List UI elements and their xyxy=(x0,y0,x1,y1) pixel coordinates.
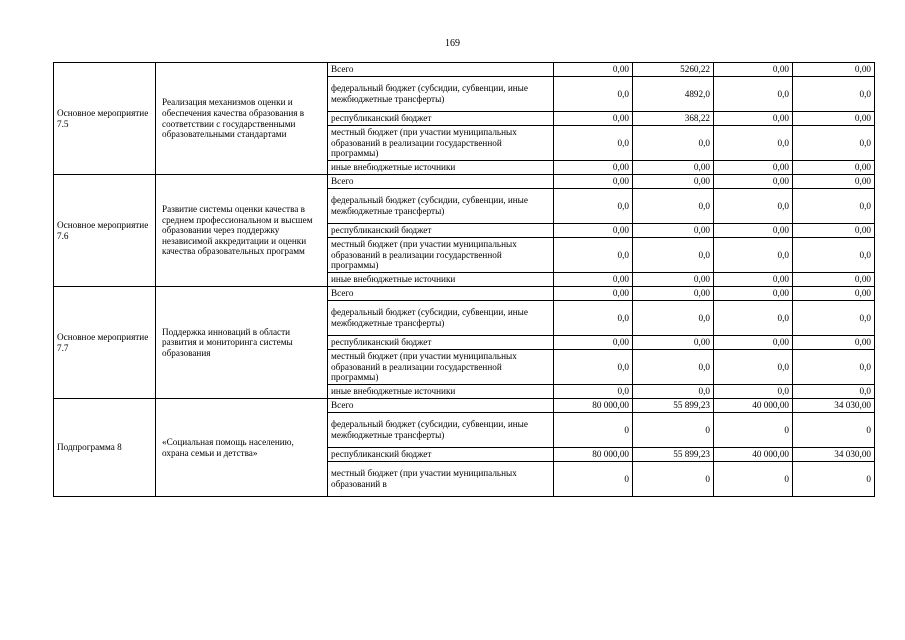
amount-cell: 0,00 xyxy=(793,336,875,350)
amount-cell: 0,00 xyxy=(714,287,793,301)
amount-cell: 0,00 xyxy=(633,175,714,189)
amount-cell: 0,00 xyxy=(793,112,875,126)
section-label: Основное мероприятие 7.5 xyxy=(54,63,156,175)
amount-cell: 0,0 xyxy=(633,126,714,161)
amount-cell: 0,0 xyxy=(793,238,875,273)
funding-source: федеральный бюджет (субсидии, субвенции, иные межбюджетные трансферты) xyxy=(328,77,554,112)
amount-cell: 0,00 xyxy=(554,224,633,238)
amount-cell: 0,00 xyxy=(793,273,875,287)
amount-cell: 0,0 xyxy=(633,189,714,224)
amount-cell: 0,0 xyxy=(633,385,714,399)
funding-source: республиканский бюджет xyxy=(328,336,554,350)
amount-cell: 0,00 xyxy=(714,273,793,287)
amount-cell: 0,0 xyxy=(554,301,633,336)
amount-cell: 368,22 xyxy=(633,112,714,126)
amount-cell: 0,00 xyxy=(793,161,875,175)
section-label: Основное мероприятие 7.6 xyxy=(54,175,156,287)
amount-cell: 40 000,00 xyxy=(714,399,793,413)
amount-cell: 0,00 xyxy=(633,287,714,301)
amount-cell: 0,0 xyxy=(793,350,875,385)
amount-cell: 0,00 xyxy=(714,336,793,350)
funding-source: федеральный бюджет (субсидии, субвенции, иные межбюджетные трансферты) xyxy=(328,413,554,448)
table-row xyxy=(54,287,875,301)
funding-source: федеральный бюджет (субсидии, субвенции, иные межбюджетные трансферты) xyxy=(328,189,554,224)
amount-cell: 40 000,00 xyxy=(714,448,793,462)
funding-source: республиканский бюджет xyxy=(328,112,554,126)
amount-cell: 0 xyxy=(714,413,793,448)
funding-source: республиканский бюджет xyxy=(328,224,554,238)
amount-cell: 0,00 xyxy=(793,287,875,301)
amount-cell: 0,00 xyxy=(554,175,633,189)
table-row xyxy=(54,175,875,189)
funding-source: Всего xyxy=(328,175,554,189)
funding-source: иные внебюджетные источники xyxy=(328,273,554,287)
amount-cell: 0,0 xyxy=(554,238,633,273)
amount-cell: 0,00 xyxy=(793,224,875,238)
amount-cell: 0,0 xyxy=(714,238,793,273)
amount-cell: 0,0 xyxy=(714,77,793,112)
amount-cell: 0,00 xyxy=(714,161,793,175)
amount-cell: 0,0 xyxy=(793,77,875,112)
amount-cell: 4892,0 xyxy=(633,77,714,112)
section-description: «Социальная помощь населению, охрана семьи и детства» xyxy=(156,399,328,497)
amount-cell: 0 xyxy=(554,462,633,497)
funding-source: местный бюджет (при участии муниципальных образований в реализации государственной программы) xyxy=(328,238,554,273)
amount-cell: 0,0 xyxy=(554,385,633,399)
amount-cell: 0,00 xyxy=(714,112,793,126)
amount-cell: 55 899,23 xyxy=(633,448,714,462)
table-row xyxy=(54,399,875,413)
amount-cell: 0,0 xyxy=(793,385,875,399)
amount-cell: 34 030,00 xyxy=(793,448,875,462)
amount-cell: 0,0 xyxy=(714,126,793,161)
amount-cell: 0 xyxy=(714,462,793,497)
amount-cell: 0 xyxy=(554,413,633,448)
amount-cell: 0,0 xyxy=(554,126,633,161)
section-description: Развитие системы оценки качества в среднем профессиональном и высшем образовании через поддержку независимой аккредитации и оценки качества образовательных программ xyxy=(156,175,328,287)
funding-source: местный бюджет (при участии муниципальных образований в xyxy=(328,462,554,497)
amount-cell: 0,00 xyxy=(554,273,633,287)
amount-cell: 0,0 xyxy=(633,350,714,385)
amount-cell: 0,0 xyxy=(633,301,714,336)
section-label: Основное мероприятие 7.7 xyxy=(54,287,156,399)
amount-cell: 0,00 xyxy=(633,161,714,175)
amount-cell: 55 899,23 xyxy=(633,399,714,413)
funding-source: Всего xyxy=(328,287,554,301)
amount-cell: 0,0 xyxy=(714,350,793,385)
amount-cell: 0 xyxy=(793,462,875,497)
section-description: Поддержка инноваций в области развития и мониторинга системы образования xyxy=(156,287,328,399)
funding-source: иные внебюджетные источники xyxy=(328,385,554,399)
amount-cell: 0 xyxy=(793,413,875,448)
section-label: Подпрограмма 8 xyxy=(54,399,156,497)
funding-source: республиканский бюджет xyxy=(328,448,554,462)
amount-cell: 0,00 xyxy=(793,175,875,189)
amount-cell: 0,0 xyxy=(554,350,633,385)
amount-cell: 5260,22 xyxy=(633,63,714,77)
funding-source: Всего xyxy=(328,399,554,413)
amount-cell: 0,0 xyxy=(793,189,875,224)
amount-cell: 0,00 xyxy=(793,63,875,77)
amount-cell: 0,0 xyxy=(554,77,633,112)
funding-source: иные внебюджетные источники xyxy=(328,161,554,175)
amount-cell: 0,0 xyxy=(714,385,793,399)
funding-source: федеральный бюджет (субсидии, субвенции, иные межбюджетные трансферты) xyxy=(328,301,554,336)
amount-cell: 0,00 xyxy=(554,161,633,175)
table-body xyxy=(54,63,875,497)
amount-cell: 80 000,00 xyxy=(554,399,633,413)
amount-cell: 0,00 xyxy=(714,63,793,77)
amount-cell: 0,00 xyxy=(714,224,793,238)
amount-cell: 0,00 xyxy=(633,273,714,287)
amount-cell: 0,00 xyxy=(554,336,633,350)
amount-cell: 0,0 xyxy=(633,238,714,273)
funding-source: местный бюджет (при участии муниципальных образований в реализации государственной программы) xyxy=(328,126,554,161)
funding-source: местный бюджет (при участии муниципальных образований в реализации государственной программы) xyxy=(328,350,554,385)
amount-cell: 34 030,00 xyxy=(793,399,875,413)
amount-cell: 0 xyxy=(633,462,714,497)
amount-cell: 0,0 xyxy=(714,301,793,336)
amount-cell: 0,0 xyxy=(714,189,793,224)
amount-cell: 0,00 xyxy=(633,224,714,238)
amount-cell: 0,00 xyxy=(714,175,793,189)
funding-source: Всего xyxy=(328,63,554,77)
table-row xyxy=(54,63,875,77)
amount-cell: 0,0 xyxy=(554,189,633,224)
amount-cell: 0,0 xyxy=(793,301,875,336)
section-description: Реализация механизмов оценки и обеспечения качества образования в соответствии с государственными образовательными стандартами xyxy=(156,63,328,175)
amount-cell: 80 000,00 xyxy=(554,448,633,462)
amount-cell: 0 xyxy=(633,413,714,448)
page-number: 169 xyxy=(445,38,460,49)
amount-cell: 0,0 xyxy=(793,126,875,161)
amount-cell: 0,00 xyxy=(554,287,633,301)
budget-table xyxy=(53,62,875,497)
amount-cell: 0,00 xyxy=(554,112,633,126)
amount-cell: 0,00 xyxy=(554,63,633,77)
amount-cell: 0,00 xyxy=(633,336,714,350)
